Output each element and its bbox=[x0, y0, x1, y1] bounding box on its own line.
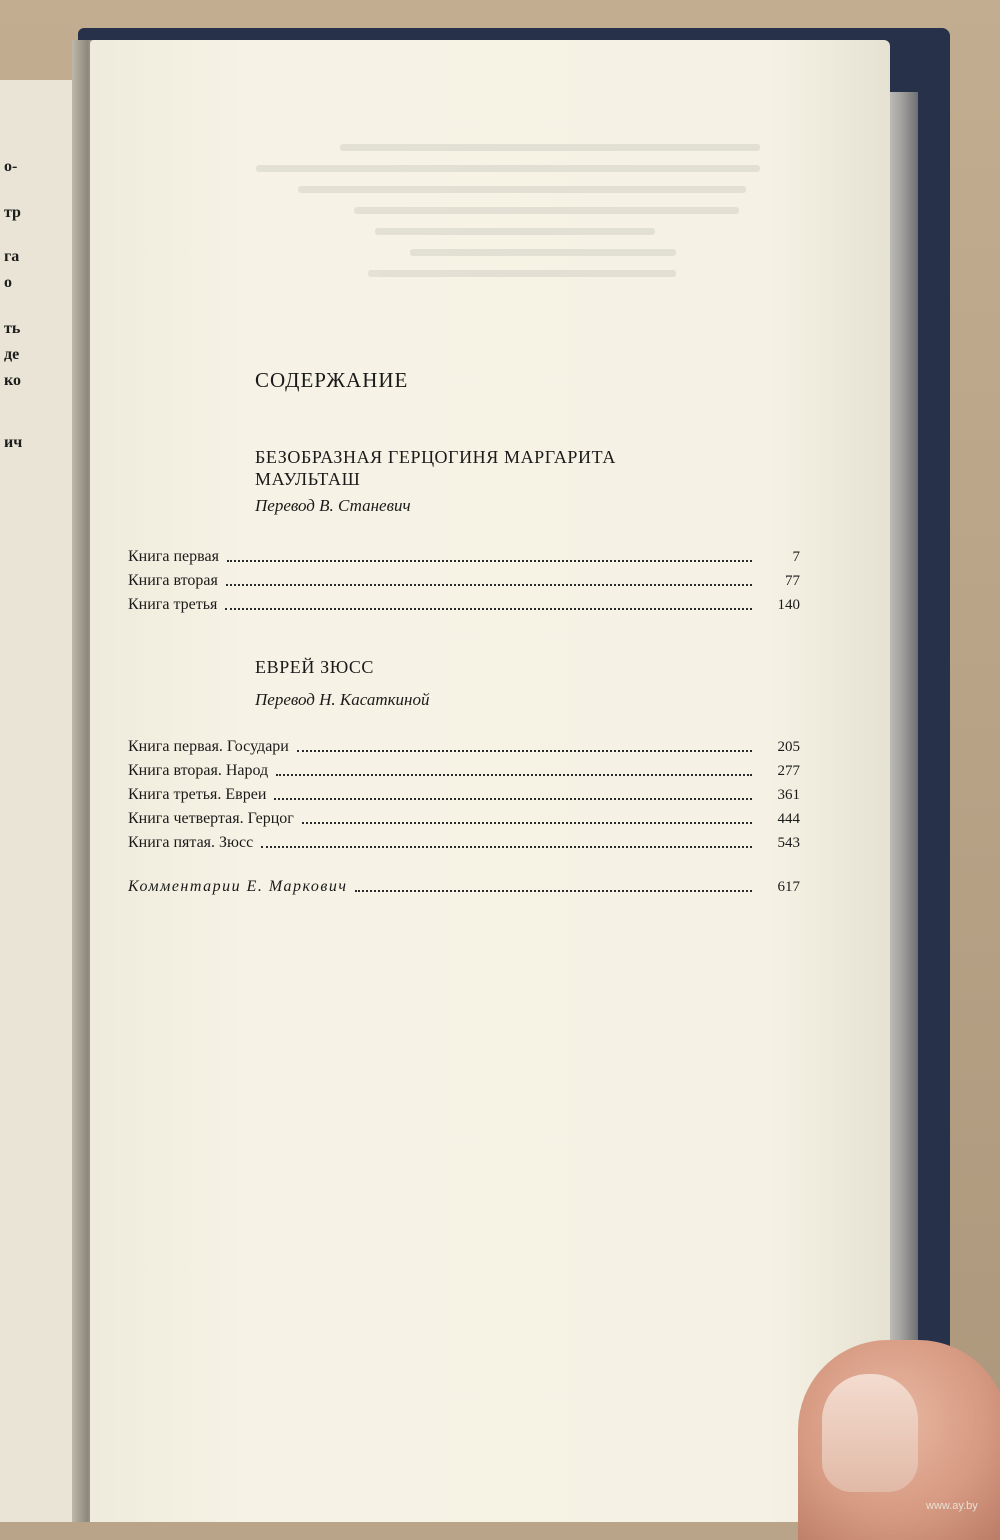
toc-entry[interactable] bbox=[128, 828, 800, 852]
left-page-text: ко bbox=[4, 372, 22, 389]
leader-dots bbox=[261, 846, 752, 848]
toc-entry-label: Книга третья. Евреи bbox=[128, 786, 267, 803]
toc-entry[interactable] bbox=[128, 804, 800, 828]
toc-entry[interactable] bbox=[128, 590, 800, 614]
leader-dots bbox=[226, 584, 752, 586]
toc-entry-label: Книга пятая. Зюсс bbox=[128, 834, 254, 851]
leader-dots bbox=[227, 560, 752, 562]
left-page-text: о- bbox=[4, 158, 18, 175]
work-title: БЕЗОБРАЗНАЯ ГЕРЦОГИНЯ МАРГАРИТА МАУЛЬТАШ bbox=[255, 447, 616, 489]
toc-entry-page: 7 bbox=[792, 549, 800, 565]
left-page-text: ич bbox=[4, 434, 23, 451]
leader-dots bbox=[355, 890, 752, 892]
toc-heading: СОДЕРЖАНИЕ bbox=[255, 368, 409, 392]
leader-dots bbox=[225, 608, 752, 610]
leader-dots bbox=[274, 798, 752, 800]
translator-credit: Перевод В. Станевич bbox=[255, 496, 411, 515]
toc-entry-page: 361 bbox=[777, 787, 800, 803]
leader-dots bbox=[297, 750, 752, 752]
left-page-text: де bbox=[4, 346, 20, 363]
toc-entry[interactable] bbox=[128, 780, 800, 804]
toc-entry-page: 277 bbox=[777, 763, 800, 779]
toc-entry[interactable] bbox=[128, 756, 800, 780]
toc-list bbox=[128, 872, 800, 896]
toc-entry-page: 543 bbox=[777, 835, 800, 851]
show-through-text bbox=[130, 130, 830, 390]
toc-entry-label: Книга третья bbox=[128, 596, 218, 613]
toc-list bbox=[128, 732, 800, 852]
work-title: ЕВРЕЙ ЗЮСС bbox=[255, 657, 375, 677]
toc-entry-label: Книга четвертая. Герцог bbox=[128, 810, 294, 827]
translator-credit: Перевод Н. Касаткиной bbox=[255, 690, 430, 709]
leader-dots bbox=[276, 774, 752, 776]
toc-entry-page: 205 bbox=[777, 739, 800, 755]
toc-entry-label: Комментарии Е. Маркович bbox=[128, 878, 348, 895]
toc-entry-label: Книга первая bbox=[128, 548, 219, 565]
thumbnail bbox=[822, 1374, 918, 1492]
left-page-text: га bbox=[4, 248, 20, 265]
toc-entry-commentary[interactable] bbox=[128, 872, 800, 896]
leader-dots bbox=[302, 822, 752, 824]
toc-entry-page: 444 bbox=[777, 811, 800, 827]
left-page-text: ть bbox=[4, 320, 21, 337]
left-page-text: о bbox=[4, 274, 12, 291]
toc-entry-page: 617 bbox=[777, 879, 800, 895]
toc-list bbox=[128, 542, 800, 614]
toc-entry[interactable] bbox=[128, 566, 800, 590]
toc-entry-label: Книга вторая bbox=[128, 572, 218, 589]
toc-entry[interactable] bbox=[128, 542, 800, 566]
toc-entry-label: Книга первая. Государи bbox=[128, 738, 289, 755]
toc-entry-page: 77 bbox=[785, 573, 800, 589]
left-page-text: тр bbox=[4, 204, 21, 221]
toc-entry-page: 140 bbox=[777, 597, 800, 613]
toc-entry[interactable] bbox=[128, 732, 800, 756]
toc-entry-label: Книга вторая. Народ bbox=[128, 762, 269, 779]
watermark: www.ay.by bbox=[926, 1500, 978, 1512]
